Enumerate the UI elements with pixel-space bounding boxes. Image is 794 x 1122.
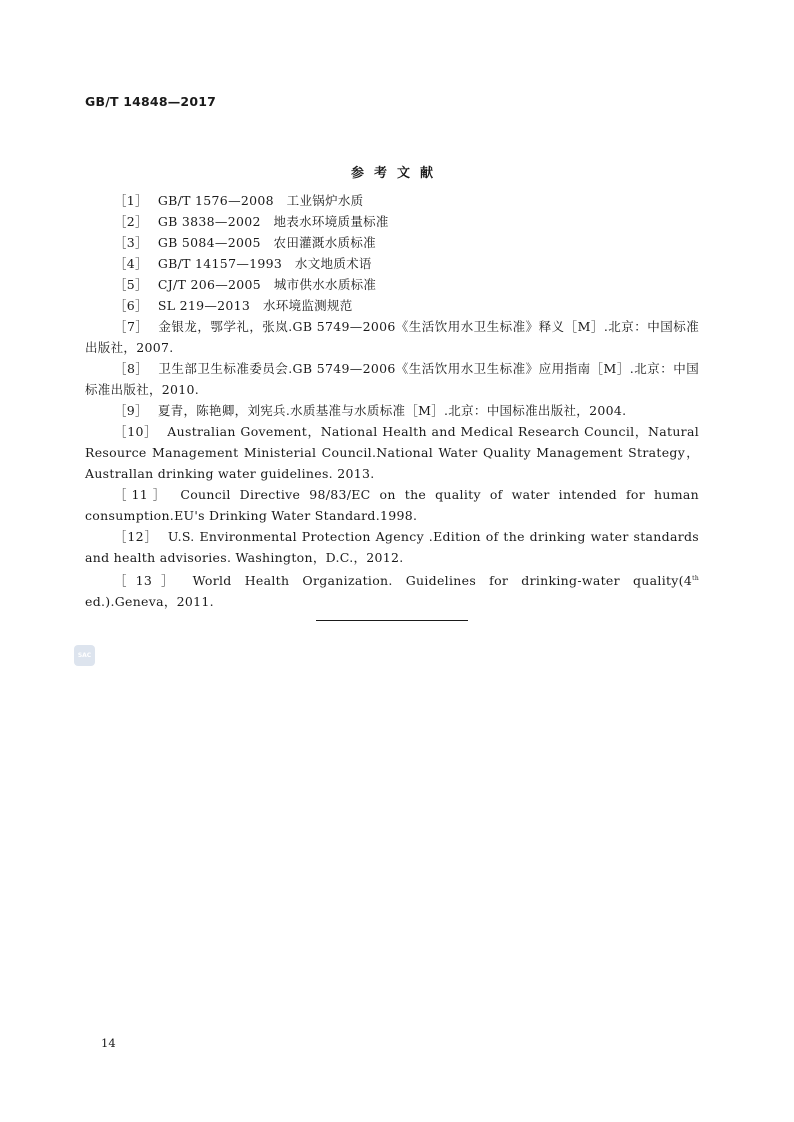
reference-item bbox=[85, 526, 699, 568]
reference-text: GB/T 1576—2008 工业锅炉水质 bbox=[157, 193, 364, 208]
reference-text: CJ/T 206—2005 城市供水水质标准 bbox=[157, 277, 377, 292]
reference-item bbox=[85, 400, 699, 421]
reference-list bbox=[85, 190, 699, 612]
reference-number: ［11］ bbox=[114, 487, 171, 502]
reference-text: Australian Govement，National Health and Medical Research Council，Natural Resource Management Ministerial Council.National Water Quality Management Strategy，Australlan drinking water guidelines. 2013. bbox=[85, 424, 700, 481]
reference-number: ［13］ bbox=[114, 573, 183, 589]
section-title: 参考文献 bbox=[350, 166, 443, 181]
reference-item bbox=[85, 484, 699, 526]
reference-number: ［12］ bbox=[114, 529, 158, 544]
reference-number: ［4］ bbox=[114, 256, 148, 271]
reference-item bbox=[85, 232, 699, 253]
reference-text: World Health Organization. Guidelines for drinking-water quality(4 bbox=[192, 573, 693, 589]
page-number: 14 bbox=[101, 1036, 116, 1050]
sac-watermark-icon: SAC bbox=[74, 645, 95, 666]
reference-text: 金银龙，鄂学礼，张岚.GB 5749—2006《生活饮用水卫生标准》释义［M］.北京：中国标准出版社，2007. bbox=[85, 319, 699, 355]
reference-item bbox=[85, 358, 699, 400]
reference-number: ［8］ bbox=[114, 361, 149, 376]
reference-text: GB 3838—2002 地表水环境质量标准 bbox=[157, 214, 389, 229]
reference-number: ［1］ bbox=[114, 193, 148, 208]
reference-text: GB 5084—2005 农田灌溉水质标准 bbox=[157, 235, 376, 250]
reference-number: ［2］ bbox=[114, 214, 148, 229]
reference-item bbox=[85, 295, 699, 316]
reference-number: ［10］ bbox=[114, 424, 158, 439]
reference-text: Council Directive 98/83/EC on the quality of water intended for human consumption.EU's Drinking Water Standard.1998. bbox=[85, 487, 699, 523]
reference-number: ［5］ bbox=[114, 277, 148, 292]
reference-text: SL 219—2013 水环境监测规范 bbox=[157, 298, 353, 313]
reference-item bbox=[85, 316, 699, 358]
reference-text: 夏青，陈艳卿，刘宪兵.水质基准与水质标准［M］.北京：中国标准出版社，2004. bbox=[157, 403, 627, 418]
reference-text: 卫生部卫生标准委员会.GB 5749—2006《生活饮用水卫生标准》应用指南［M］.北京：中国标准出版社，2010. bbox=[85, 361, 699, 397]
standard-code: GB/T 14848—2017 bbox=[85, 94, 217, 109]
reference-item bbox=[85, 568, 699, 612]
reference-item bbox=[85, 190, 699, 211]
reference-item bbox=[85, 421, 699, 484]
reference-superscript: th bbox=[692, 575, 699, 582]
reference-text-tail: ed.).Geneva，2011. bbox=[85, 594, 214, 610]
reference-item bbox=[85, 253, 699, 274]
reference-number: ［9］ bbox=[114, 403, 148, 418]
reference-number: ［3］ bbox=[114, 235, 148, 250]
reference-text: GB/T 14157—1993 水文地质术语 bbox=[157, 256, 372, 271]
reference-item bbox=[85, 211, 699, 232]
reference-number: ［6］ bbox=[114, 298, 148, 313]
reference-number: ［7］ bbox=[114, 319, 149, 334]
reference-text: U.S. Environmental Protection Agency .Edition of the drinking water standards and health advisories. Washington，D.C.，2012. bbox=[85, 529, 699, 565]
reference-item bbox=[85, 274, 699, 295]
end-rule bbox=[316, 620, 468, 621]
